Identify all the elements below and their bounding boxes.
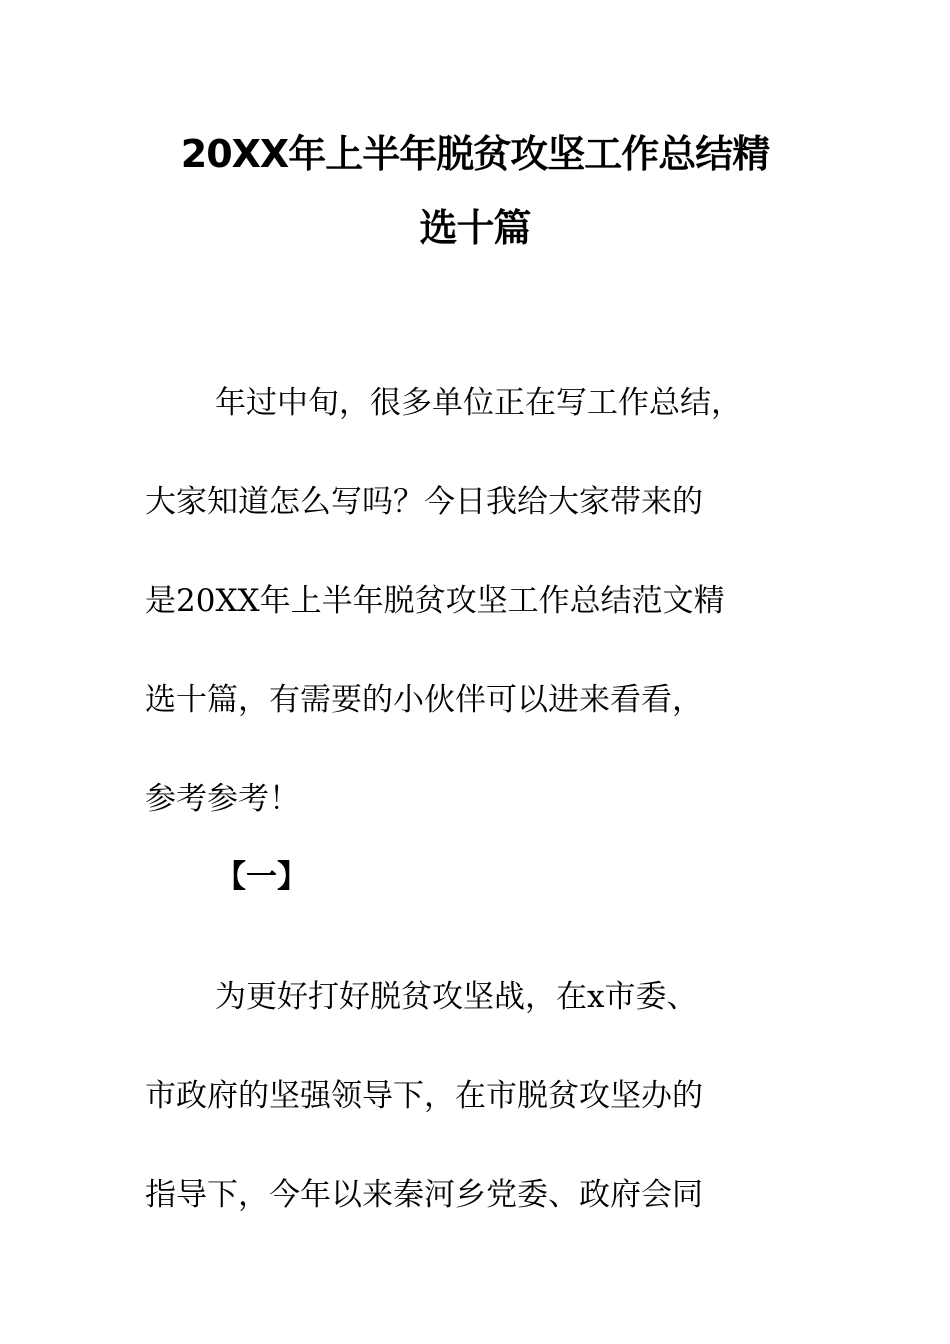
document-title-line-1: 20XX年上半年脱贫攻坚工作总结精 — [180, 132, 770, 176]
intro-paragraph-line-1: 年过中旬，很多单位正在写工作总结， — [215, 385, 742, 421]
body-paragraph-line-2: 市政府的坚强领导下，在市脱贫攻坚办的 — [145, 1078, 703, 1114]
document-title-line-2: 选十篇 — [419, 206, 531, 250]
body-paragraph-line-1: 为更好打好脱贫攻坚战，在x市委、 — [215, 979, 698, 1015]
intro-paragraph-line-3: 是20XX年上半年脱贫攻坚工作总结范文精 — [145, 583, 725, 619]
section-heading: 【一】 — [215, 859, 308, 895]
intro-paragraph-line-4: 选十篇，有需要的小伙伴可以进来看看， — [145, 682, 703, 718]
body-paragraph-line-3: 指导下，今年以来秦河乡党委、政府会同 — [145, 1177, 703, 1213]
intro-paragraph-line-5: 参考参考！ — [145, 781, 300, 817]
intro-paragraph-line-2: 大家知道怎么写吗？今日我给大家带来的 — [145, 484, 703, 520]
